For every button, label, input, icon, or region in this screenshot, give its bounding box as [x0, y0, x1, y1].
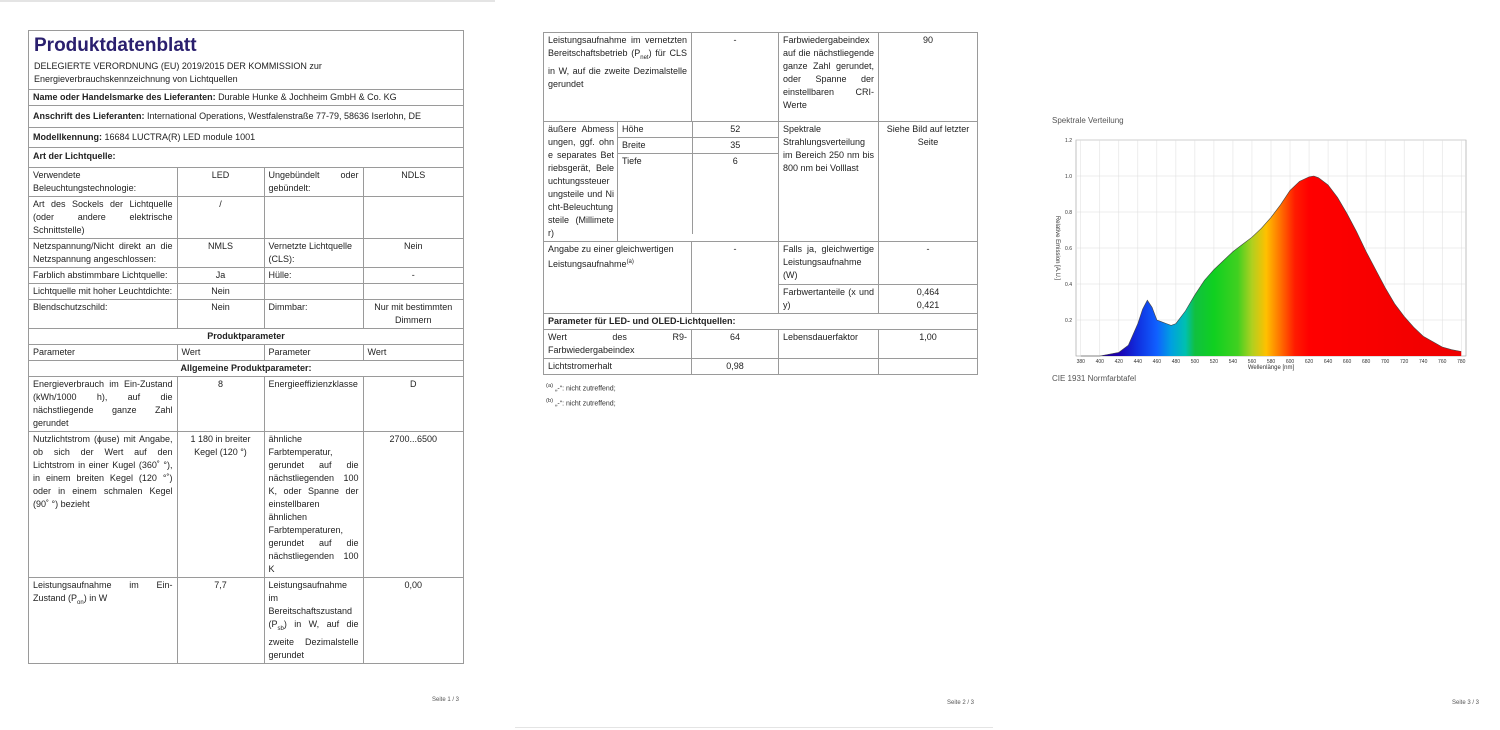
- led-heading: Parameter für LED- und OLED-Lichtquellen:: [544, 314, 978, 330]
- spectral-chart: [1040, 130, 1480, 375]
- type-value: -: [363, 268, 463, 284]
- x-tick-label: 680: [1361, 359, 1371, 365]
- y-tick-label: 1.0: [1065, 174, 1072, 180]
- equiv-label: Angabe zu einer gleichwertigen Leistungsaufnahme$^{(a)}$: [544, 242, 692, 314]
- lifetime-label: Lebensdauerfaktor: [779, 330, 879, 359]
- general-value: 8: [177, 377, 264, 432]
- supplier-value: Durable Hunke & Jochheim GmbH & Co. KG: [218, 92, 397, 102]
- power-row: [29, 578, 463, 663]
- page-edge-line: [515, 727, 993, 728]
- equiv-row: [544, 242, 978, 285]
- x-tick-label: 720: [1399, 359, 1409, 365]
- type-row: [29, 300, 463, 329]
- general-label: Nutzlichtstrom (ɸuse) mit Angabe, ob sich der Wert auf den Lichtstrom in einer Kugel (360˚ °), in einem breiten Kegel (120 °˚) oder in einem schmalen Kegel (90˚ °) bezieht: [29, 432, 177, 578]
- power-on-label: Leistungsaufnahme im Ein-Zustand $(P_{on})$ in W: [29, 578, 177, 663]
- general-value: 2700...6500: [363, 432, 463, 578]
- dim-value: 35: [692, 138, 778, 154]
- x-tick-label: 380: [1076, 359, 1085, 365]
- page-edge-line: [0, 0, 495, 2]
- type-label: Farblich abstimmbare Lichtquelle:: [29, 268, 177, 284]
- cie-caption: CIE 1931 Normfarbtafel: [1052, 374, 1137, 383]
- x-tick-label: 660: [1342, 359, 1352, 365]
- type-row: [29, 197, 463, 239]
- x-tick-label: 600: [1285, 359, 1295, 365]
- page-title: Produktdatenblatt: [34, 35, 197, 56]
- type-row: [29, 168, 463, 197]
- general-heading-row: [29, 361, 463, 377]
- dim-label: Breite: [618, 138, 692, 154]
- spectral-label: Spektrale Strahlungsverteilung im Bereich 250 nm bis 800 nm bei Volllast: [779, 122, 879, 242]
- type-label: Hülle:: [264, 268, 363, 284]
- supplier-label: Name oder Handelsmarke des Lieferanten:: [33, 92, 216, 102]
- type-row: [29, 268, 463, 284]
- regulation-text: DELEGIERTE VERORDNUNG (EU) 2019/2015 DER KOMMISSION zur Energieverbrauchskennzeichnung von Lichtquellen: [34, 61, 322, 84]
- type-label: Ungebündelt oder gebündelt:: [264, 168, 363, 197]
- spectral-value: Siehe Bild auf letzter Seite: [879, 122, 978, 242]
- type-value: Nein: [177, 300, 264, 329]
- r9-label: Wert des R9-Farbwiedergabeindex: [544, 330, 692, 359]
- type-value: LED: [177, 168, 264, 197]
- x-tick-label: 620: [1304, 359, 1314, 365]
- dims-subtable: [618, 122, 778, 234]
- x-tick-label: 640: [1323, 359, 1333, 365]
- x-tick-label: 420: [1114, 359, 1123, 365]
- params-table: [29, 344, 463, 663]
- type-value: Ja: [177, 268, 264, 284]
- type-value: /: [177, 197, 264, 239]
- type-heading: Art der Lichtquelle:: [29, 147, 463, 167]
- general-value: 1 180 in breiter Kegel (120 °): [177, 432, 264, 578]
- led-heading-row: [544, 314, 978, 330]
- power-on-value: 7,7: [177, 578, 264, 663]
- type-value: Nur mit bestimmten Dimmern: [363, 300, 463, 329]
- type-label: Art des Sockels der Lichtquelle (oder andere elektrische Schnittstelle): [29, 197, 177, 239]
- y-tick-label: 0.4: [1065, 282, 1072, 288]
- type-value: NMLS: [177, 239, 264, 268]
- footnote-b: $^{(b)}$ „-“: nicht zutreffend;: [546, 398, 616, 408]
- standby-value: 0,00: [363, 578, 463, 663]
- x-tick-label: 440: [1133, 359, 1143, 365]
- type-label: Dimmbar:: [264, 300, 363, 329]
- equiv-value: -: [692, 242, 779, 314]
- general-label: Energieverbrauch im Ein-Zustand (kWh/1000 h), auf die nächstliegende ganze Zahl gerundet: [29, 377, 177, 432]
- general-row: [29, 377, 463, 432]
- x-tick-label: 540: [1228, 359, 1238, 365]
- type-value: Nein: [177, 284, 264, 300]
- x-tick-label: 580: [1266, 359, 1276, 365]
- x-tick-label: 740: [1419, 359, 1428, 365]
- x-tick-label: 480: [1171, 359, 1181, 365]
- cri-label: Farbwiedergabeindex auf die nächstliegende ganze Zahl gerundet, oder Spanne der einstellbaren CRI-Werte: [779, 33, 879, 122]
- datasheet-page-1: [28, 30, 464, 664]
- dim-value: 6: [692, 154, 778, 235]
- dims-row: [544, 122, 978, 242]
- y-axis-label: Relative Emission [A.U.]: [1054, 215, 1060, 281]
- general-heading: Allgemeine Produktparameter:: [29, 361, 463, 377]
- model-row: [29, 127, 463, 147]
- param-header-row: [29, 345, 463, 361]
- y-ticks: [1065, 138, 1072, 324]
- type-row: [29, 284, 463, 300]
- model-label: Modellkennung:: [33, 132, 102, 142]
- x-tick-label: 700: [1380, 359, 1390, 365]
- cri-value: 90: [879, 33, 978, 122]
- type-value: NDLS: [363, 168, 463, 197]
- type-label: [264, 284, 363, 300]
- type-label: [264, 197, 363, 239]
- maintenance-label: Lichtstromerhalt: [544, 359, 692, 375]
- y-tick-label: 1.2: [1065, 138, 1072, 144]
- y-tick-label: 0.2: [1065, 318, 1072, 324]
- x-tick-label: 780: [1457, 359, 1466, 365]
- type-table: [29, 167, 463, 328]
- y-tick-label: 0.8: [1065, 210, 1072, 216]
- x-axis-label: Wellenlänge [nm]: [1247, 365, 1295, 371]
- empty-cell: [879, 359, 978, 375]
- general-label: ähnliche Farbtemperatur, gerundet auf die nächstliegenden 100 K, oder Spanne der einstellbaren ähnlichen Farbtemperaturen, gerundet auf die nächstliegenden 100 K: [264, 432, 363, 578]
- r9-value: 64: [692, 330, 779, 359]
- type-label: Verwendete Beleuchtungstechnologie:: [29, 168, 177, 197]
- type-value: [363, 197, 463, 239]
- dim-label: Höhe: [618, 122, 692, 138]
- chroma-label: Farbwertanteile (x und y): [779, 285, 879, 314]
- param-header-cell: Wert: [363, 345, 463, 361]
- dims-cell: [618, 122, 779, 242]
- lifetime-value: 1,00: [879, 330, 978, 359]
- chart-title: Spektrale Verteilung: [1052, 116, 1124, 125]
- type-label: Vernetzte Lichtquelle (CLS):: [264, 239, 363, 268]
- footnote-a: $^{(a)}$ „-“: nicht zutreffend;: [546, 383, 616, 393]
- x-tick-label: 500: [1190, 359, 1200, 365]
- dim-value: 52: [692, 122, 778, 138]
- page-number-3: Seite 3 / 3: [1452, 700, 1480, 706]
- datasheet-page-2-table: [543, 32, 978, 375]
- address-value: International Operations, Westfalenstraße 77-79, 58636 Iserlohn, DE: [147, 111, 422, 121]
- net-standby-row: [544, 33, 978, 122]
- empty-cell: [779, 359, 879, 375]
- params-heading: Produktparameter: [29, 328, 463, 344]
- type-value: Nein: [363, 239, 463, 268]
- type-label: Lichtquelle mit hoher Leuchtdichte:: [29, 284, 177, 300]
- dim-label: Tiefe: [618, 154, 692, 235]
- page-number-2: Seite 2 / 3: [947, 700, 975, 706]
- x-tick-label: 760: [1438, 359, 1447, 365]
- equiv-power-value: -: [879, 242, 978, 285]
- standby-label: Leistungsaufnahme im Bereitschaftszustand $(P_{sb})$ in W, auf die zweite Dezimalstelle gerundet: [264, 578, 363, 663]
- dims-label: äußere Abmessungen, ggf. ohne separates Betriebsgerät, Beleuchtungssteuerungsteile und Nicht-Beleuchtungsteile (Millimeter): [544, 122, 618, 242]
- address-row: [29, 105, 463, 127]
- type-value: [363, 284, 463, 300]
- x-tick-label: 560: [1247, 359, 1257, 365]
- general-value: D: [363, 377, 463, 432]
- maintenance-value: 0,98: [692, 359, 779, 375]
- x-tick-label: 520: [1209, 359, 1219, 365]
- net-standby-label: Leistungsaufnahme im vernetzten Bereitschaftsbetrieb $(P_{net})$ für CLS in W, auf die zweite Dezimalstelle gerundet: [544, 33, 692, 122]
- x-tick-label: 400: [1095, 359, 1104, 365]
- equiv-power-label: Falls ja, gleichwertige Leistungsaufnahme (W): [779, 242, 879, 285]
- address-label: Anschrift des Lieferanten:: [33, 111, 145, 121]
- type-label: Blendschutzschild:: [29, 300, 177, 329]
- page-number-1: Seite 1 / 3: [432, 697, 460, 703]
- general-label: Energieeffizienzklasse: [264, 377, 363, 432]
- type-label: Netzspannung/Nicht direkt an die Netzspannung angeschlossen:: [29, 239, 177, 268]
- y-tick-label: 0.6: [1065, 246, 1072, 252]
- chroma-values: 0,464 0,421: [879, 285, 978, 314]
- model-value: 16684 LUCTRA(R) LED module 1001: [104, 132, 256, 142]
- r9-row: [544, 330, 978, 359]
- general-row: [29, 432, 463, 578]
- param-header-cell: Parameter: [264, 345, 363, 361]
- param-header-cell: Wert: [177, 345, 264, 361]
- x-tick-label: 460: [1152, 359, 1162, 365]
- type-row: [29, 239, 463, 268]
- net-standby-value: -: [692, 33, 779, 122]
- supplier-row: [29, 89, 463, 105]
- param-header-cell: Parameter: [29, 345, 177, 361]
- maintenance-row: [544, 359, 978, 375]
